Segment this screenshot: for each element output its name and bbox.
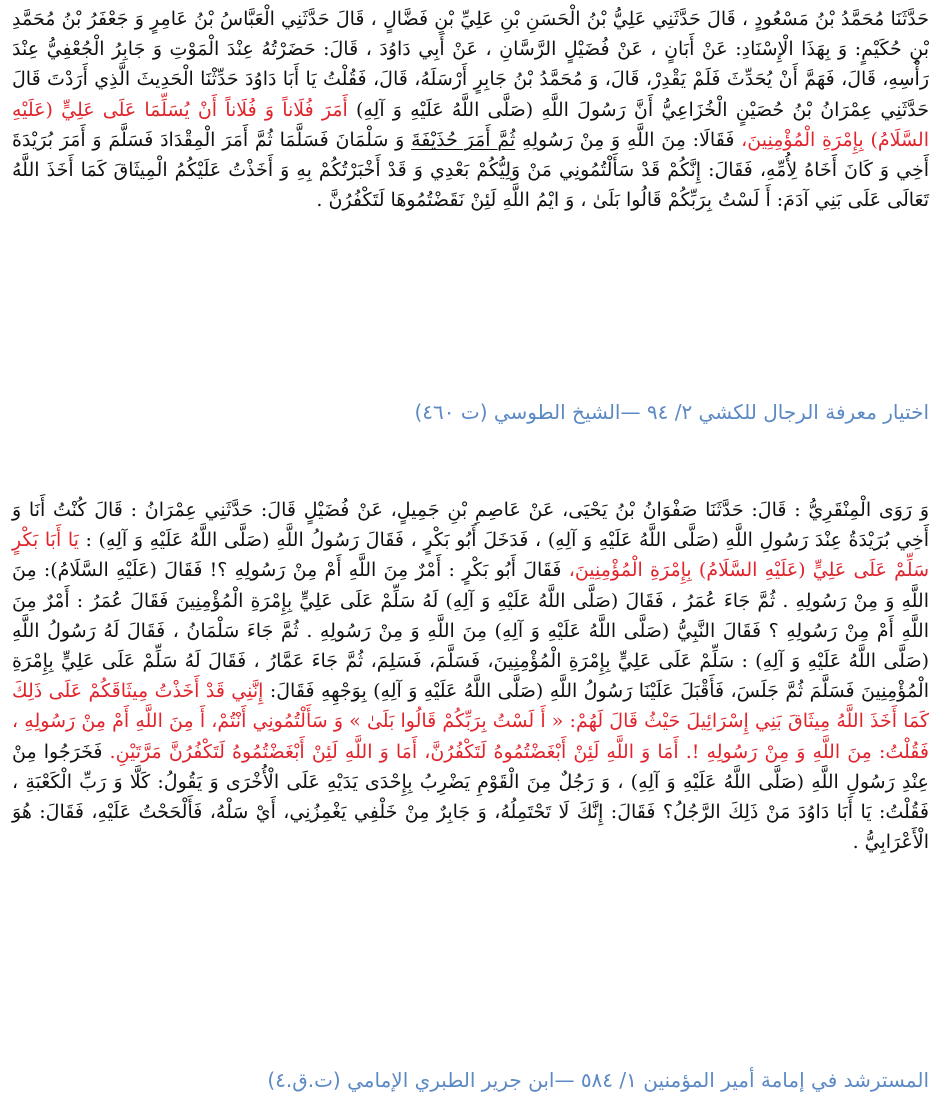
underlined-text: ثُمَّ أَمَرَ حُذَيْفَةَ: [411, 128, 516, 151]
passage-text: وَ سَلْمَانَ فَسَلَّمَا ثُمَّ أَمَرَ الْمِقْدَادَ فَسَلَّمَ وَ أَمَرَ بُرَيْدَةَ أَخِي وَ كَانَ أَخَاهُ لِأُمِّهِ، فَقَالَ: إِنَّكُمْ قَدْ سَأَلْتُمُونِي مَنْ وَلِيُّكُمْ بَعْدِي وَ قَدْ أَخْبَرْتُكُمْ بِهِ وَ أَخَذْتُ عَلَيْكُمُ الْمِيثَاقَ كَمَا أَخَذَ اللَّهُ تَعَالَى عَلَى بَنِي آدَمَ: أَ لَسْتُ بِرَبِّكُمْ قَالُوا بَلَىٰ ، وَ ايْمُ اللَّهِ لَئِنْ نَقَضْتُمُوهَا لَتَكْفُرُنَّ .: [12, 128, 929, 212]
passage-text: حَدَّثَنَا مُحَمَّدُ بْنُ مَسْعُودٍ ، قَالَ حَدَّثَنِي عَلِيُّ بْنُ الْحَسَنِ بْنِ عَلِيِّ بْنِ فَضَّالٍ ، قَالَ حَدَّثَنِي الْعَبَّاسُ بْنُ عَامِرٍ وَ جَعْفَرُ بْنُ مُحَمَّدِ بْنِ حُكَيْمٍ: وَ بِهَذَا الْإِسْنَادِ: عَنْ أَبَانٍ ، عَنْ فُضَيْلٍ الرَّسَّانِ ، عَنْ أَبِي دَاوُدَ ، قَالَ: حَضَرْتُهُ عِنْدَ الْمَوْتِ وَ جَابِرُ الْجُعْفِيُّ عِنْدَ رَأْسِهِ، قَالَ، فَهَمَّ أَنْ يُحَدِّثَ فَلَمْ يَقْدِرْ، قَالَ، وَ مُحَمَّدُ بْنُ جَابِرٍ أَرْسَلَهُ، قَالَ، فَقُلْتُ يَا أَبَا دَاوُدَ حَدِّثْنَا الْحَدِيثَ الَّذِي أَرَدْتَ قَالَ حَدَّثَنِي عِمْرَانُ بْنُ حُصَيْنٍ الْخُزَاعِيُّ أَنَّ رَسُولَ اللَّهِ (صَلَّى اللَّهُ عَلَيْهِ وَ آلِهِ): [12, 8, 929, 121]
hadith-passage-kashshi: [12, 4, 929, 215]
highlighted-text: يَا أَبَا بَكْرٍ سَلِّمْ عَلَى عَلِيٍّ (عَلَيْهِ السَّلَامُ) بِإِمْرَةِ الْمُؤْمِنِينَ،: [12, 529, 930, 582]
passage-text: وَ رَوَى الْمِنْقَرِيُّ : قَالَ: حَدَّثَنَا صَفْوَانُ بْنُ يَحْيَى، عَنْ عَاصِمِ بْنِ جَمِيلٍ، عَنْ فُضَيْلٍ قَالَ: حَدَّثَنِي عِمْرَانُ : قَالَ كُنْتُ أَنَا وَ أَخِي بُرَيْدَةُ عِنْدَ رَسُولِ اللَّهِ (صَلَّى اللَّهُ عَلَيْهِ وَ آلِهِ) ، فَدَخَلَ أَبُو بَكْرٍ ، فَقَالَ رَسُولُ اللَّهِ (صَلَّى اللَّهُ عَلَيْهِ وَ آلِهِ) :: [12, 499, 929, 552]
passage-text: فَخَرَجُوا مِنْ عِنْدِ رَسُولِ اللَّهِ (صَلَّى اللَّهُ عَلَيْهِ وَ آلِهِ) ، وَ رَجُلٌ مِنَ الْقَوْمِ يَضْرِبُ بِإِحْدَى يَدَيْهِ عَلَى الْأُخْرَى وَ يَقُولُ: كَلَّا وَ رَبِّ الْكَعْبَةِ ، فَقُلْتُ: يَا أَبَا دَاوُدَ مَنْ ذَلِكَ الرَّجُلُ؟ فَقَالَ: إِنَّكَ لَا تَحْتَمِلُهُ، وَ جَابِرٌ مِنْ خَلْفِي يَغْمِزُنِي، أَيْ سَلْهُ، فَأَلْحَحْتُ عَلَيْهِ، فَقَالَ: هُوَ الْأَعْرَابِيُّ .: [12, 740, 929, 854]
highlighted-text: أَمَرَ فُلَاناً وَ فُلَاناً أَنْ يُسَلِّمَا عَلَى عَلِيٍّ (عَلَيْهِ السَّلَامُ) بِإِمْرَةِ الْمُؤْمِنِينَ،: [12, 98, 929, 151]
hadith-passage-mustarshid: [12, 495, 929, 857]
highlighted-text: إِنَّنِي قَدْ أَخَذْتُ مِيثَاقَكُمْ عَلَى ذَلِكَ كَمَا أَخَذَ اللَّهُ مِيثَاقَ بَنِي إِسْرَائِيلَ حَيْثُ قَالَ لَهُمْ: « أَ لَسْتُ بِرَبِّكُمْ قَالُوا بَلَىٰ » وَ سَأَلْتُمُونِي أَنْتُمْ، أَ مِنَ اللَّهِ أَمْ مِنْ رَسُولِهِ ، فَقُلْتُ: مِنَ اللَّهِ وَ مِنْ رَسُولِهِ !. أَمَا وَ اللَّهِ لَئِنْ أَبْغَضْتُمُوهُ لَتَكْفُرُنَّ، أَمَا وَ اللَّهِ لَئِنْ أَبْغَضْتُمُوهُ لَتَكْفُرُنَّ مَرَّتَيْنِ.: [12, 680, 929, 763]
passage-text: فَقَالَا: مِنَ اللَّهِ وَ مِنْ رَسُولِهِ: [515, 128, 742, 151]
source-citation-mustarshid: المسترشد في إمامة أمير المؤمنين ١/ ٥٨٤ —ابن جرير الطبري الإمامي (ت.ق.٤): [267, 1068, 929, 1092]
source-citation-kashshi: اختيار معرفة الرجال للكشي ٢/ ٩٤ —الشيخ الطوسي (ت ٤٦٠): [414, 400, 929, 424]
passage-text: فَقَالَ أَبُو بَكْرٍ : أَمْرٌ مِنَ اللَّهِ أَمْ مِنْ رَسُولِهِ ؟! فَقَالَ (عَلَيْهِ السَّلَامُ): مِنَ اللَّهِ وَ مِنْ رَسُولِهِ . ثُمَّ جَاءَ عُمَرُ ، فَقَالَ (صَلَّى اللَّهُ عَلَيْهِ وَ آلِهِ) لَهُ سَلِّمْ عَلَى عَلِيٍّ بِإِمْرَةِ الْمُؤْمِنِينَ فَقَالَ عُمَرُ : أَمْرٌ مِنَ اللَّهِ أَمْ مِنْ رَسُولِهِ ؟ فَقَالَ النَّبِيُّ (صَلَّى اللَّهُ عَلَيْهِ وَ آلِهِ) مِنَ اللَّهِ وَ مِنْ رَسُولِهِ . ثُمَّ جَاءَ سَلْمَانُ ، فَقَالَ لَهُ رَسُولُ اللَّهِ (صَلَّى اللَّهُ عَلَيْهِ وَ آلِهِ) : سَلِّمْ عَلَى عَلِيٍّ بِإِمْرَةِ الْمُؤْمِنِينَ، فَسَلَّمَ، فَسَلِمَ، ثُمَّ جَاءَ عَمَّارُ ، فَقَالَ لَهُ سَلِّمْ عَلَى عَلِيٍّ بِإِمْرَةِ الْمُؤْمِنِينَ فَسَلَّمَ ثُمَّ جَلَسَ، فَأَقْبَلَ عَلَيْنَا رَسُولُ اللَّهِ (صَلَّى اللَّهُ عَلَيْهِ وَ آلِهِ) بِوَجْهِهِ فَقَالَ:: [12, 559, 929, 703]
